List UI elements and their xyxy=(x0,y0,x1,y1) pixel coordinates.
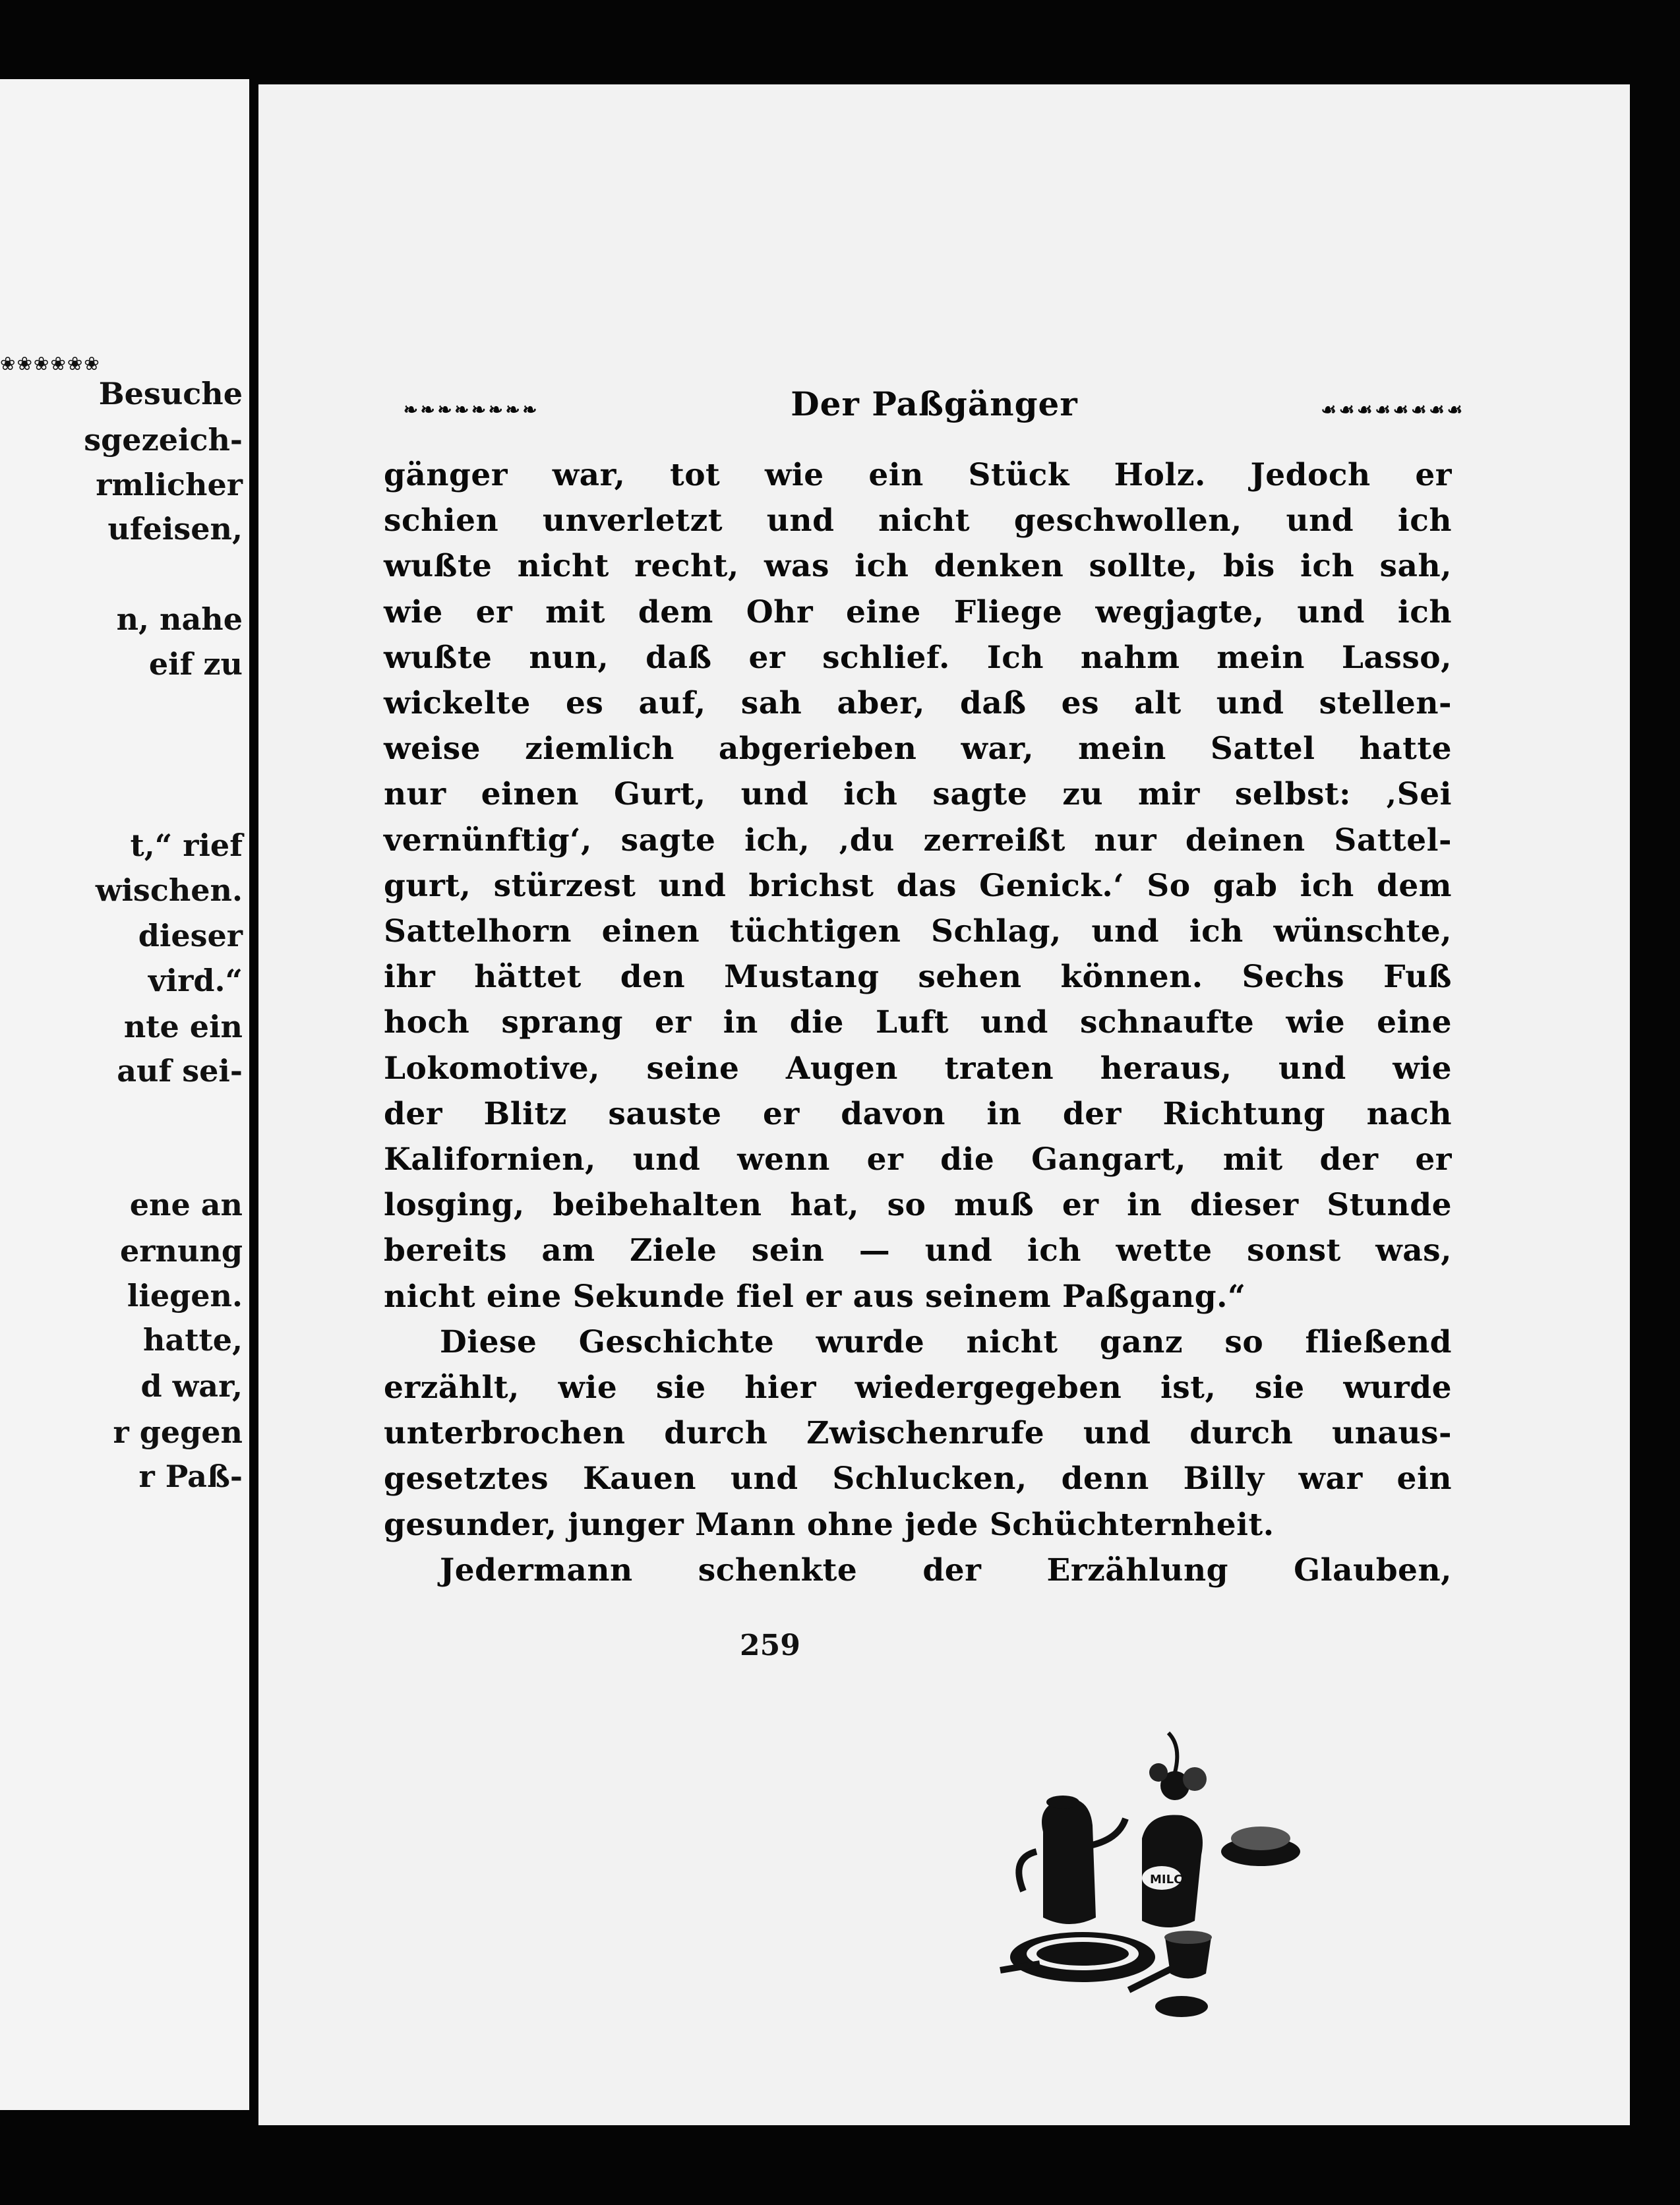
text-line: gurt, stürzest und brichst das Genick.‘ So gab ich dem xyxy=(384,868,1452,904)
running-title: Der Paßgänger xyxy=(791,384,1078,423)
text-line: nur einen Gurt, und ich sagte zu mir selbst: ‚Sei xyxy=(384,776,1452,812)
left-page-line: eif zu xyxy=(148,646,243,682)
left-page-line: wischen. xyxy=(95,872,243,908)
left-page-line: r gegen xyxy=(113,1414,243,1450)
left-page-line: dieser xyxy=(138,918,243,953)
text-line: bereits am Ziele sein — und ich wette sonst was, xyxy=(384,1232,1452,1269)
left-page-ornament: ❀❀❀❀❀❀ xyxy=(0,353,101,375)
text-line: losging, beibehalten hat, so muß er in dieser Stunde xyxy=(384,1187,1452,1223)
text-line: ihr hättet den Mustang sehen können. Sechs Fuß xyxy=(384,959,1452,995)
text-line: vernünftig‘, sagte ich, ‚du zerreißt nur deinen Sattel- xyxy=(384,822,1452,859)
left-page-line: nte ein xyxy=(123,1009,243,1044)
text-line: gänger war, tot wie ein Stück Holz. Jedoch er xyxy=(384,457,1452,493)
text-line: Kalifornien, und wenn er die Gangart, mit der er xyxy=(384,1141,1452,1178)
book-page xyxy=(258,84,1630,2125)
left-page-line: vird.“ xyxy=(148,963,243,998)
text-line: wußte nun, daß er schlief. Ich nahm mein Lasso, xyxy=(384,640,1452,676)
left-page-line: n, nahe xyxy=(116,601,243,637)
jug-label: MILCH xyxy=(1150,1873,1193,1887)
text-line: wie er mit dem Ohr eine Fliege wegjagte, und ich xyxy=(384,594,1452,630)
running-header xyxy=(404,384,1465,437)
text-line: Jedermann schenkte der Erzählung Glauben, xyxy=(440,1552,1452,1588)
left-page-line: ene an xyxy=(129,1187,243,1223)
text-line: hoch sprang er in die Luft und schnaufte wie eine xyxy=(384,1004,1452,1041)
left-page-line: ufeisen, xyxy=(107,511,243,547)
left-page-line: r Paß- xyxy=(138,1459,243,1494)
left-page-line: hatte, xyxy=(142,1322,243,1358)
header-ornament-left: ❧❧❧❧❧❧❧❧ xyxy=(404,400,540,420)
text-line: unterbrochen durch Zwischenrufe und durch unaus- xyxy=(384,1415,1452,1451)
text-line: nicht eine Sekunde fiel er aus seinem Paßgang.“ xyxy=(384,1279,1246,1315)
text-line: wickelte es auf, sah aber, daß es alt und stellen- xyxy=(384,685,1452,721)
text-line: wußte nicht recht, was ich denken sollte, bis ich sah, xyxy=(384,548,1452,584)
text-line: schien unverletzt und nicht geschwollen, und ich xyxy=(384,502,1452,539)
left-page-line: d war, xyxy=(140,1368,243,1404)
left-page-line: rmlicher xyxy=(96,467,243,502)
left-page-line: t,“ rief xyxy=(130,828,243,863)
left-facing-page xyxy=(0,79,249,2110)
page-number: 259 xyxy=(740,1629,800,1662)
breakfast-table-vignette-icon xyxy=(997,1680,1313,2023)
header-ornament-right: ☙☙☙☙☙☙☙☙ xyxy=(1321,400,1465,420)
text-line: Sattelhorn einen tüchtigen Schlag, und ich wünschte, xyxy=(384,913,1452,950)
left-page-line: auf sei- xyxy=(117,1053,243,1089)
text-line: Diese Geschichte wurde nicht ganz so fließend xyxy=(440,1324,1452,1360)
text-line: der Blitz sauste er davon in der Richtung nach xyxy=(384,1096,1452,1132)
text-line: erzählt, wie sie hier wiedergegeben ist, sie wurde xyxy=(384,1370,1452,1406)
text-line: gesunder, junger Mann ohne jede Schüchternheit. xyxy=(384,1507,1275,1543)
left-page-line: liegen. xyxy=(127,1278,243,1314)
left-page-line: Besuche xyxy=(98,376,243,411)
left-page-line: ernung xyxy=(120,1233,243,1269)
text-line: gesetztes Kauen und Schlucken, denn Billy war ein xyxy=(384,1461,1452,1497)
text-line: weise ziemlich abgerieben war, mein Sattel hatte xyxy=(384,731,1452,767)
text-line: Lokomotive, seine Augen traten heraus, und wie xyxy=(384,1050,1452,1087)
left-page-line: sgezeich- xyxy=(84,422,243,458)
